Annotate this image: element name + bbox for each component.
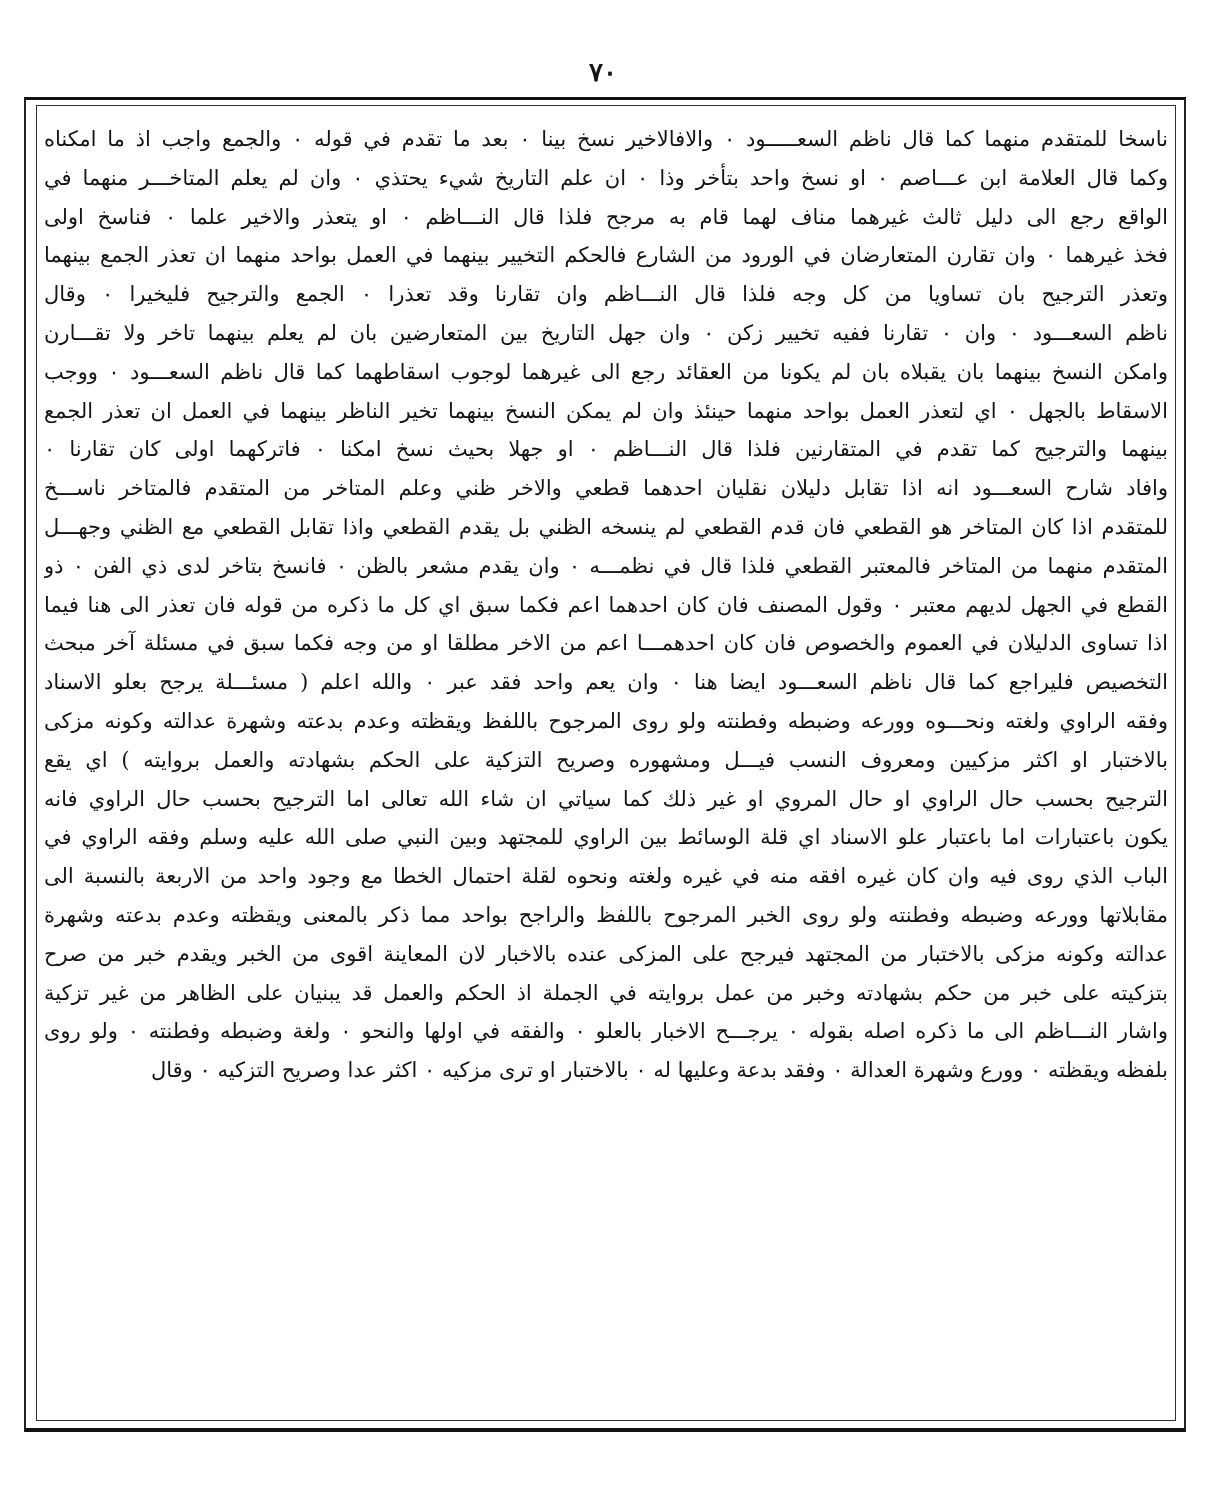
text-line: التخصيص فليراجع كما قال ناظم السعـــود ايضا هنا ٠ وان يعم واحد فقد عبر ٠ والله اعلم ( مسئـــلة يرجح بعلو الاسناد xyxy=(44,670,1168,695)
text-line: مقابلاتها وورعه وضبطه وفطنته ولو روى الخبر المرجوح باللفظ والراجح بواحد مما ذكر بالمعنى ويقظته وعدم بدعته وشهرة xyxy=(44,902,1168,927)
text-line: بلفظه ويقظته ٠ وورع وشهرة العدالة ٠ وفقد بدعة وعليها له ٠ بالاختبار او ترى مزكيه ٠ اكثر عدا وصريح التزكيه ٠ وقال xyxy=(150,1058,1168,1083)
text-line: فخذ غيرهما ٠ وان تقارن المتعارضان في الورود من الشارع فالحكم التخيير بينهما في العمل بواحد منهما ان تعذر الجمع بينهما xyxy=(44,243,1168,268)
text-line: وافاد شارح السعـــود انه اذا تقابل دليلان نقليان احدهما قطعي والاخر ظني وعلم المتاخر من المتقدم فالمتاخر ناســـخ xyxy=(44,476,1168,501)
text-line: للمتقدم اذا كان المتاخر هو القطعي فان قدم القطعي لم ينسخه الظني بل يقدم القطعي واذا تقابل القطعي مع الظني وجهـــل xyxy=(44,514,1168,539)
text-line: الاسقاط بالجهل ٠ اي لتعذر العمل بواحد منهما حينئذ وان لم يمكن النسخ بينهما تخير الناظر بينهما في العمل ان تعذر الجمع xyxy=(44,398,1168,423)
text-line: بالاختبار او اكثر مزكيين ومعروف النسب فيـــل ومشهوره وصريح التزكية على الحكم بشهادته والعمل بروايته ) اي يقع xyxy=(44,747,1168,772)
text-line: المتقدم منهما من المتاخر فالمعتبر القطعي فلذا قال في نظمـــه ٠ وان يقدم مشعر بالظن ٠ فانسخ بتاخر لدى ذي الفن ٠ ذو xyxy=(44,553,1168,578)
text-line: عدالته وكونه مزكى بالاختبار من المجتهد فيرجح على المزكى عنده بالاخبار لان المعاينة اقوى من الخبر ويقدم خبر من صرح xyxy=(44,941,1168,966)
text-line: الباب الذي روى فيه وان كان غيره افقه منه في غيره ولغته ونحوه لقلة احتمال الخطا مع وجود واحد من الاربعة بالنسبة الى xyxy=(44,864,1168,889)
text-line: الترجيح بحسب حال الراوي او حال المروي او غير ذلك كما سياتي ان شاء الله تعالى اما الترجيح بحسب حال الراوي فانه xyxy=(44,786,1168,811)
text-line: يكون باعتبارات اما باعتبار علو الاسناد اي قلة الوسائط بين الراوي للمجتهد وبين النبي صلى الله عليه وسلم وفقه الراوي في xyxy=(44,825,1168,850)
text-line: بينهما والترجيح كما تقدم في المتقارنين فلذا قال النـــاظم ٠ او جهلا بحيث نسخ امكنا ٠ فاتركهما اولى كان تقارنا ٠ xyxy=(44,437,1168,462)
text-line: واشار النـــاظم الى ما ذكره اصله بقوله ٠ يرجـــح الاخبار بالعلو ٠ والفقه في اولها والنحو ٠ ولغة وضبطه وفطنته ٠ ولو روى xyxy=(44,1019,1168,1044)
text-line: وفقه الراوي ولغته ونحـــوه وورعه وضبطه وفطنته ولو روى المرجوح باللفظ ويقظته وعدم بدعته وشهرة عدالته وكونه مزكى xyxy=(44,708,1168,733)
text-line: وتعذر الترجيح بان تساويا من كل وجه فلذا قال النـــاظم وان تقارنا وقد تعذرا ٠ الجمع والترجيح فليخيرا ٠ وقال xyxy=(44,282,1168,307)
text-line: وامكن النسخ بينهما بان يقبلاه بان لم يكونا من العقائد رجع الى غيرهما لوجوب اسقاطهما كما قال ناظم السعـــود ٠ ووجب xyxy=(44,359,1168,384)
text-line: بتزكيته على خبر من حكم بشهادته وخبر من عمل بروايته في الجملة اذ الحكم والعمل قد يبنيان على الظاهر من غير تزكية xyxy=(44,980,1168,1005)
page-number: ٧٠ xyxy=(589,58,617,88)
text-line: وكما قال العلامة ابن عـــاصم ٠ او نسخ واحد بتأخر وذا ٠ ان علم التاريخ شيء يحتذي ٠ وان لم يعلم المتاخـــر منهما في xyxy=(44,165,1168,190)
text-line: ناظم السعـــود ٠ وان ٠ تقارنا ففيه تخيير زكن ٠ وان جهل التاريخ بين المتعارضين بان لم يعلم بينهما تاخر ولا تقـــارن xyxy=(44,320,1168,345)
text-line: ناسخا للمتقدم منهما كما قال ناظم السعـــــود ٠ والافالاخير نسخ بينا ٠ بعد ما تقدم في قوله ٠ والجمع واجب اذ ما امكناه xyxy=(44,127,1168,151)
text-line: الواقع رجع الى دليل ثالث غيرهما مناف لهما قام به مرجح فلذا قال النـــاظم ٠ او يتعذر والاخير علما ٠ فناسخ اولى xyxy=(44,204,1168,229)
text-line: القطع في الجهل لديهم معتبر ٠ وقول المصنف فان كان احدهما اعم فكما سبق اي كل ما ذكره من قوله فان تعذر الى هنا فيما xyxy=(44,592,1168,617)
main-text-block xyxy=(44,120,1168,1090)
text-line: اذا تساوى الدليلان في العموم والخصوص فان كان احدهمـــا اعم من الاخر مطلقا او من وجه فكما سبق في مسئلة آخر مبحث xyxy=(44,631,1168,656)
